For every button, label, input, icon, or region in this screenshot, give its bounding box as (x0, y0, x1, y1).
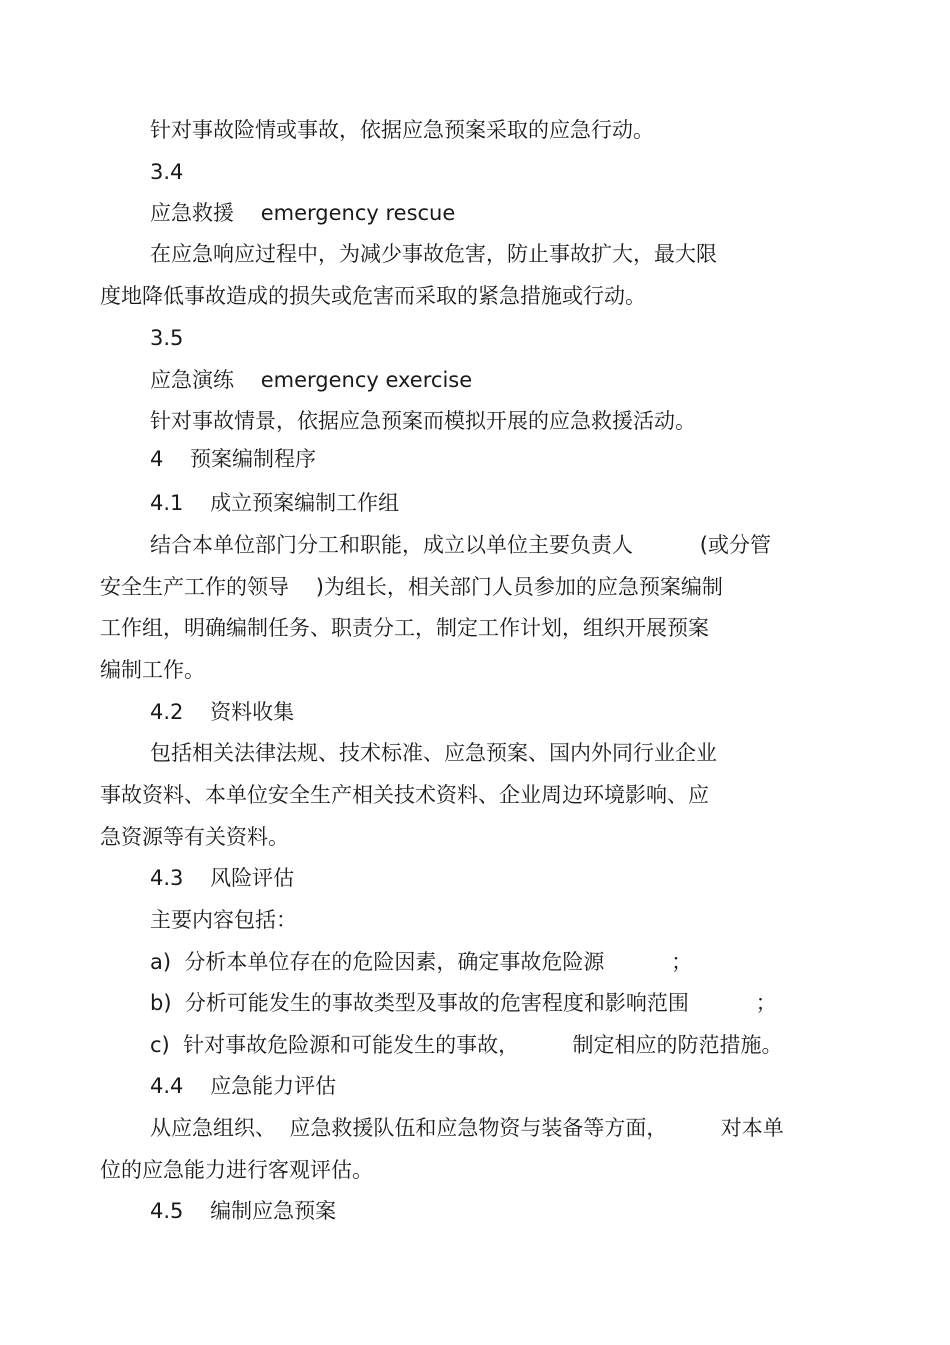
paragraph-line: 包括相关法律法规、技术标准、应急预案、国内外同行业企业 (150, 741, 717, 765)
paragraph-line: 在应急响应过程中，为减少事故危害，防止事故扩大，最大限 (150, 242, 717, 266)
term-heading: 应急救援 emergency rescue (150, 201, 456, 225)
subsection-heading: 4.4 应急能力评估 (150, 1074, 337, 1098)
paragraph-line: 编制工作。 (100, 658, 205, 682)
section-heading: 4 预案编制程序 (150, 447, 317, 471)
paragraph-line: 事故资料、本单位安全生产相关技术资料、企业周边环境影响、应 (100, 783, 709, 807)
paragraph-line: 针对事故情景，依据应急预案而模拟开展的应急救援活动。 (150, 409, 696, 433)
paragraph-line: 位的应急能力进行客观评估。 (100, 1158, 373, 1182)
paragraph-line: 从应急组织、 应急救援队伍和应急物资与装备等方面， 对本单 (150, 1116, 784, 1140)
subsection-heading: 4.2 资料收集 (150, 700, 295, 724)
list-item: a) 分析本单位存在的危险因素，确定事故危险源 ； (150, 950, 693, 974)
paragraph-line: 度地降低事故造成的损失或危害而采取的紧急措施或行动。 (100, 284, 646, 308)
section-number: 3.4 (150, 160, 184, 184)
paragraph-line: 主要内容包括： (150, 908, 297, 932)
paragraph-line: 针对事故险情或事故，依据应急预案采取的应急行动。 (150, 118, 654, 142)
list-item: b) 分析可能发生的事故类型及事故的危害程度和影响范围 ； (150, 991, 777, 1015)
subsection-heading: 4.3 风险评估 (150, 866, 295, 890)
subsection-heading: 4.5 编制应急预案 (150, 1199, 337, 1223)
paragraph-line: 急资源等有关资料。 (100, 825, 289, 849)
term-heading: 应急演练 emergency exercise (150, 368, 473, 392)
paragraph-line: 工作组，明确编制任务、职责分工，制定工作计划，组织开展预案 (100, 616, 709, 640)
section-number: 3.5 (150, 326, 184, 350)
paragraph-line: 安全生产工作的领导 )为组长，相关部门人员参加的应急预案编制 (100, 575, 723, 599)
subsection-heading: 4.1 成立预案编制工作组 (150, 491, 400, 515)
paragraph-line: 结合本单位部门分工和职能，成立以单位主要负责人 (或分管 (150, 533, 771, 557)
list-item: c) 针对事故危险源和可能发生的事故， 制定相应的防范措施。 (150, 1033, 783, 1057)
